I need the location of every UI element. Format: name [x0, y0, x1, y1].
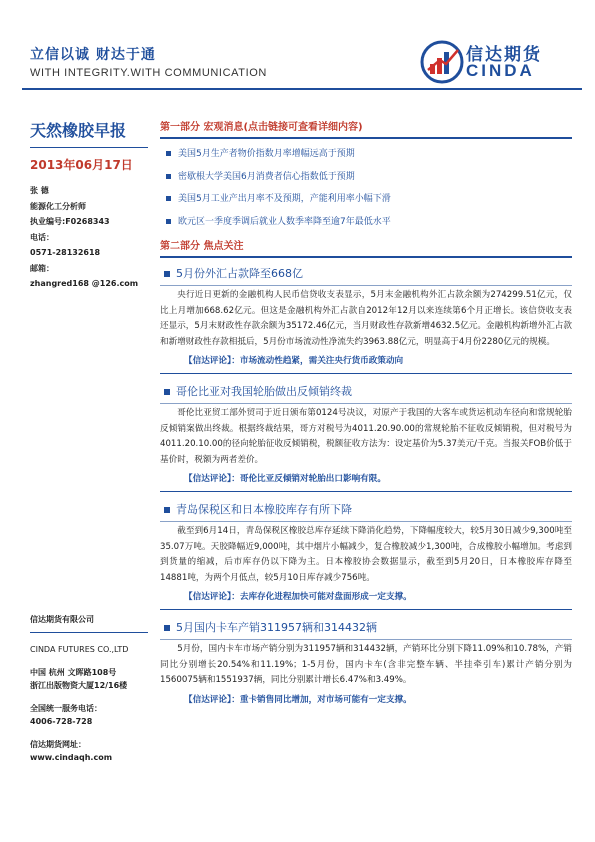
- website-label: 信达期货网址：: [30, 740, 86, 749]
- topic-divider: [160, 403, 572, 404]
- company-address-2: 浙江出版物资大厦12/16楼: [30, 681, 128, 690]
- company-divider: [30, 632, 148, 633]
- bullet-square-icon: [166, 219, 171, 224]
- focus-section-title: 第二部分 焦点关注: [160, 241, 244, 252]
- topic-divider: [160, 521, 572, 522]
- company-info: [30, 613, 150, 764]
- macro-news-link[interactable]: 美国5月生产者物价指数月率增幅远高于预期: [178, 149, 355, 159]
- macro-section-title: 第一部分 宏观消息(点击链接可查看详细内容): [160, 122, 363, 133]
- topic-block: [160, 620, 572, 708]
- website-link[interactable]: www.cindaqh.com: [30, 753, 113, 762]
- company-name-en: CINDA FUTURES CO.,LTD: [30, 645, 129, 654]
- header-divider: [22, 88, 582, 90]
- topic-block: [160, 384, 572, 492]
- comment-divider: [160, 609, 572, 610]
- comment-divider: [160, 491, 572, 492]
- macro-news-list: [160, 143, 572, 233]
- analyst-role: 能源化工分析师: [30, 201, 86, 211]
- macro-news-link[interactable]: 美国5月工业产出月率不及预期，产能利用率小幅下滑: [178, 194, 391, 204]
- topic-title: 5月份外汇占款降至668亿: [160, 266, 572, 282]
- main-content: [160, 118, 572, 708]
- analyst-license: 执业编号:F0268343: [30, 217, 110, 226]
- topic-block: [160, 266, 572, 374]
- section-divider: [160, 137, 572, 139]
- email-value[interactable]: zhangred168 @126.com: [30, 279, 139, 288]
- hotline-label: 全国统一服务电话：: [30, 704, 102, 713]
- topic-title: 青岛保税区和日本橡胶库存有所下降: [160, 502, 572, 518]
- slogan-english: WITH INTEGRITY.WITH COMMUNICATION: [30, 67, 267, 79]
- comment-divider: [160, 373, 572, 374]
- macro-news-link[interactable]: 欧元区一季度季调后就业人数季率降至逾7年最低水平: [178, 216, 391, 227]
- topic-divider: [160, 639, 572, 640]
- bullet-square-icon: [166, 196, 171, 201]
- topic-comment: 【信达评论】：重卡销售同比增加，对市场可能有一定支撑。: [184, 694, 412, 705]
- phone-label: 电话：: [30, 232, 54, 242]
- logo-text-cn: 信达期货: [466, 45, 542, 65]
- topic-divider: [160, 285, 572, 286]
- slogan: 立信以诚 财达于通: [30, 47, 156, 63]
- topic-title: 5月国内卡车产销311957辆和314432辆: [160, 620, 572, 636]
- bullet-square-icon: [164, 507, 170, 513]
- topic-block: [160, 502, 572, 610]
- phone-value: 0571-28132618: [30, 248, 101, 257]
- topic-comment: 【信达评论】：市场流动性趋紧，需关注央行货币政策动向: [184, 356, 404, 366]
- cinda-logo-icon: [420, 40, 464, 84]
- macro-news-link[interactable]: 密歇根大学美国6月消费者信心指数低于预期: [178, 171, 355, 182]
- company-name: 信达期货有限公司: [30, 615, 94, 624]
- topic-comment: 【信达评论】：哥伦比亚反倾销对轮胎出口影响有限。: [184, 474, 386, 484]
- macro-news-item[interactable]: [160, 211, 572, 234]
- email-label: 邮箱：: [30, 263, 54, 273]
- logo-text-en: CINDA: [466, 61, 535, 80]
- bullet-square-icon: [164, 389, 170, 395]
- bullet-square-icon: [166, 174, 171, 179]
- topic-comment: 【信达评论】：去库存化进程加快可能对盘面形成一定支撑。: [184, 592, 412, 602]
- macro-news-item[interactable]: [160, 188, 572, 211]
- bullet-square-icon: [166, 151, 171, 156]
- company-address-1: 中国 杭州 文晖路108号: [30, 668, 117, 677]
- section-divider: [160, 256, 572, 258]
- hotline-value: 4006-728-728: [30, 717, 93, 726]
- bullet-square-icon: [164, 625, 170, 631]
- topic-body: 截至到6月14日，青岛保税区橡胶总库存延续下降消化趋势，下降幅度较大，较5月30日减少9,300吨至35.07万吨。天胶降幅近9,000吨，其中烟片小幅减少，复合橡胶减少1,300吨，合成橡胶小幅增加。考虑到到货量的缩减，后市库存仍以下降为主。日本橡胶协会数据显示，截至到5月20日，日本橡胶库存降至14881吨，为两个月低点，较5月10日库存减少756吨。: [160, 526, 572, 583]
- report-title: 天然橡胶早报: [30, 121, 127, 140]
- title-divider: [30, 147, 148, 148]
- bullet-square-icon: [164, 271, 170, 277]
- analyst-info: [30, 183, 150, 292]
- topic-body: 哥伦比亚贸工部外贸司于近日颁布第0124号决议，对原产于我国的大客车或货运机动车径向和常规轮胎反倾销案做出终裁。根据终裁结果，哥方对税号为4011.20.90.00的常规轮胎不征收反倾销税，但对税号为4011.20.10.00的径向轮胎征收反倾销税，税额征收方法为：设定基价为5.37美元/千克。当报关FOB价低于基价时，税额为两者差价。: [160, 408, 572, 465]
- topic-title: 哥伦比亚对我国轮胎做出反倾销终裁: [160, 384, 572, 400]
- left-sidebar: [30, 118, 150, 292]
- topic-body: 5月份，国内卡车市场产销分别为311957辆和314432辆，产销环比分别下降11.09%和10.78%，产销同比分别增长20.54%和11.19%；1-5月份，国内卡车(含非完整车辆、半挂牵引车)累计产销分别为1560075辆和1551937辆，同比分别累计增长6.47%和3.49%。: [160, 644, 572, 685]
- macro-news-item[interactable]: [160, 166, 572, 189]
- report-date: 2013年06月17日: [30, 158, 133, 172]
- macro-news-item[interactable]: [160, 143, 572, 166]
- topic-body: 央行近日更新的金融机构人民币信贷收支表显示，5月末金融机构外汇占款余额为274299.51亿元，仅比上月增加668.62亿元。但这是金融机构外汇占款自2012年12月以来连续第6个月正增长。该信贷收支表还显示，5月末财政性存款余额为35172.46亿元，当月财政性存款新增4632.5亿元。金融机构新增外汇占款和新增财政性存款相抵后，5月份市场流动性净流失约3963.88亿元，明显高于4月份2280亿元的规模。: [160, 290, 572, 347]
- analyst-name: 张 德: [30, 186, 49, 195]
